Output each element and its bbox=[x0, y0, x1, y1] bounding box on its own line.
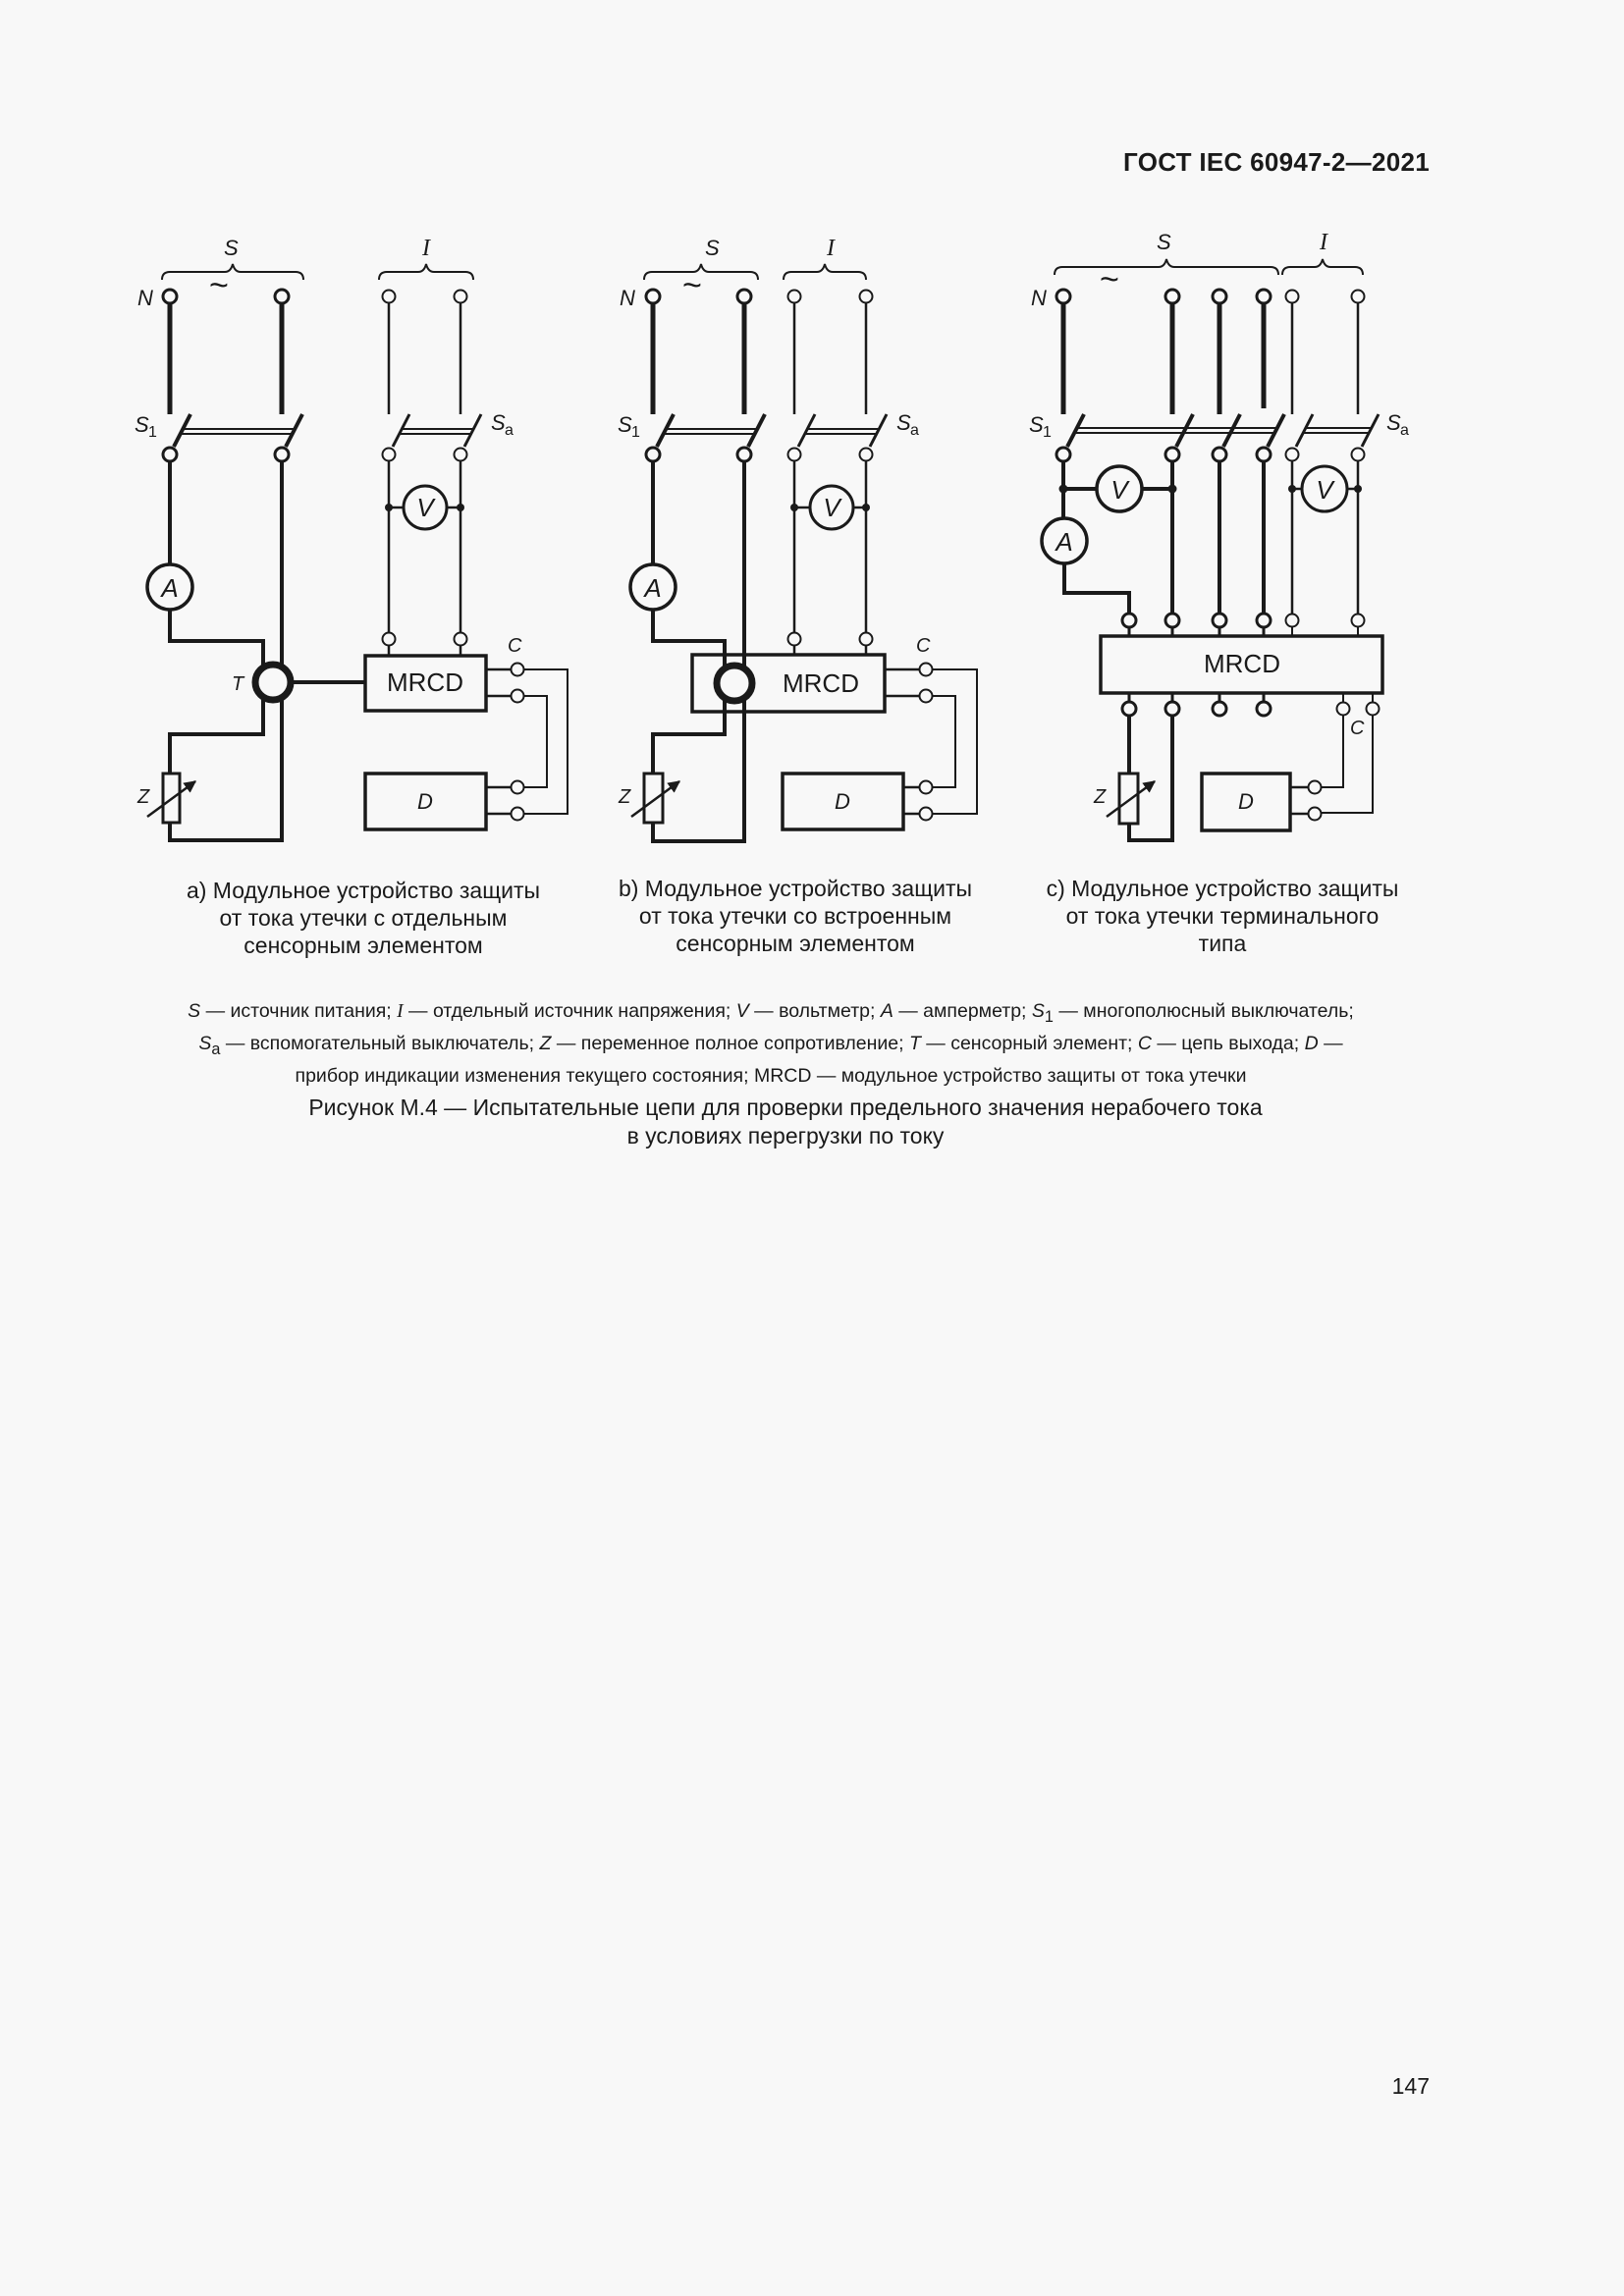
svg-text:D: D bbox=[417, 789, 433, 814]
svg-text:V: V bbox=[823, 493, 840, 522]
svg-text:Z: Z bbox=[619, 786, 631, 808]
figure-legend bbox=[108, 998, 1434, 1090]
svg-text:S: S bbox=[1157, 230, 1171, 254]
brace-s bbox=[162, 264, 303, 280]
svg-text:V: V bbox=[416, 493, 434, 522]
document-id: ГОСТ IEC 60947-2—2021 bbox=[1123, 147, 1430, 177]
legend-line-1: S — источник питания; I — отдельный источник напряжения; V — вольтметр; A — амперметр; $S_1$ — многополюсный выключатель; bbox=[188, 1000, 1354, 1026]
svg-text:A: A bbox=[161, 573, 179, 603]
svg-text:a: a bbox=[505, 422, 514, 439]
svg-text:S: S bbox=[705, 236, 720, 260]
svg-text:1: 1 bbox=[631, 424, 640, 441]
caption-panel-a: а) Модульное устройство защиты от тока утечки с отдельным сенсорным элементом bbox=[186, 878, 541, 958]
legend-line-2: $S_a$ — вспомогательный выключатель; Z — переменное полное сопротивление; T — сенсорный элемент; C — цепь выхода; D — bbox=[198, 1032, 1343, 1058]
panel-a-labels bbox=[135, 236, 522, 814]
svg-text:Z: Z bbox=[137, 786, 150, 808]
svg-text:I: I bbox=[1320, 230, 1327, 255]
legend-line-3: прибор индикации изменения текущего состояния; MRCD — модульное устройство защиты от тока утечки bbox=[295, 1064, 1247, 1087]
svg-text:T: T bbox=[232, 673, 244, 695]
svg-text:S: S bbox=[224, 236, 239, 260]
brace-i bbox=[379, 264, 473, 280]
page-number: 147 bbox=[1391, 2073, 1430, 2099]
svg-text:C: C bbox=[916, 635, 931, 657]
svg-text:a: a bbox=[1400, 422, 1409, 439]
svg-text:S: S bbox=[135, 412, 149, 437]
svg-text:S: S bbox=[1029, 412, 1044, 437]
circuit-panel-b bbox=[630, 264, 977, 841]
caption-panel-b: b) Модульное устройство защиты от тока утечки со встроенным сенсорным элементом bbox=[618, 876, 973, 956]
svg-text:~: ~ bbox=[682, 267, 702, 304]
svg-text:S: S bbox=[618, 412, 632, 437]
svg-text:S: S bbox=[491, 410, 506, 435]
svg-text:I: I bbox=[827, 236, 835, 261]
svg-text:C: C bbox=[508, 635, 522, 657]
svg-text:MRCD: MRCD bbox=[387, 667, 463, 697]
svg-text:Z: Z bbox=[1094, 786, 1107, 808]
svg-text:D: D bbox=[835, 789, 850, 814]
svg-text:C: C bbox=[1350, 718, 1365, 739]
svg-text:1: 1 bbox=[1043, 424, 1052, 441]
svg-text:~: ~ bbox=[1100, 261, 1119, 298]
svg-text:S: S bbox=[896, 410, 911, 435]
svg-text:V: V bbox=[1316, 475, 1333, 505]
svg-text:N: N bbox=[137, 286, 153, 310]
circuit-panel-c bbox=[1042, 259, 1382, 840]
caption-panel-c: c) Модульное устройство защиты от тока утечки терминального типа bbox=[1046, 876, 1399, 956]
figure-title: Рисунок М.4 — Испытательные цепи для проверки предельного значения нерабочего тока в условиях перегрузки по току bbox=[308, 1095, 1263, 1148]
svg-text:~: ~ bbox=[209, 267, 229, 304]
svg-text:N: N bbox=[620, 286, 635, 310]
svg-text:a: a bbox=[910, 422, 919, 439]
svg-text:N: N bbox=[1031, 286, 1047, 310]
svg-text:V: V bbox=[1110, 475, 1128, 505]
circuit-panel-a bbox=[147, 264, 568, 840]
sensor-element-icon bbox=[255, 665, 291, 700]
svg-text:D: D bbox=[1238, 789, 1254, 814]
svg-text:I: I bbox=[422, 236, 430, 261]
svg-text:MRCD: MRCD bbox=[783, 668, 859, 698]
svg-text:A: A bbox=[1056, 527, 1073, 557]
panel-b-labels bbox=[618, 236, 931, 814]
svg-text:1: 1 bbox=[148, 424, 157, 441]
svg-text:S: S bbox=[1386, 410, 1401, 435]
test-circuits-figure bbox=[0, 0, 1624, 883]
svg-text:MRCD: MRCD bbox=[1204, 649, 1280, 678]
svg-text:A: A bbox=[644, 573, 662, 603]
